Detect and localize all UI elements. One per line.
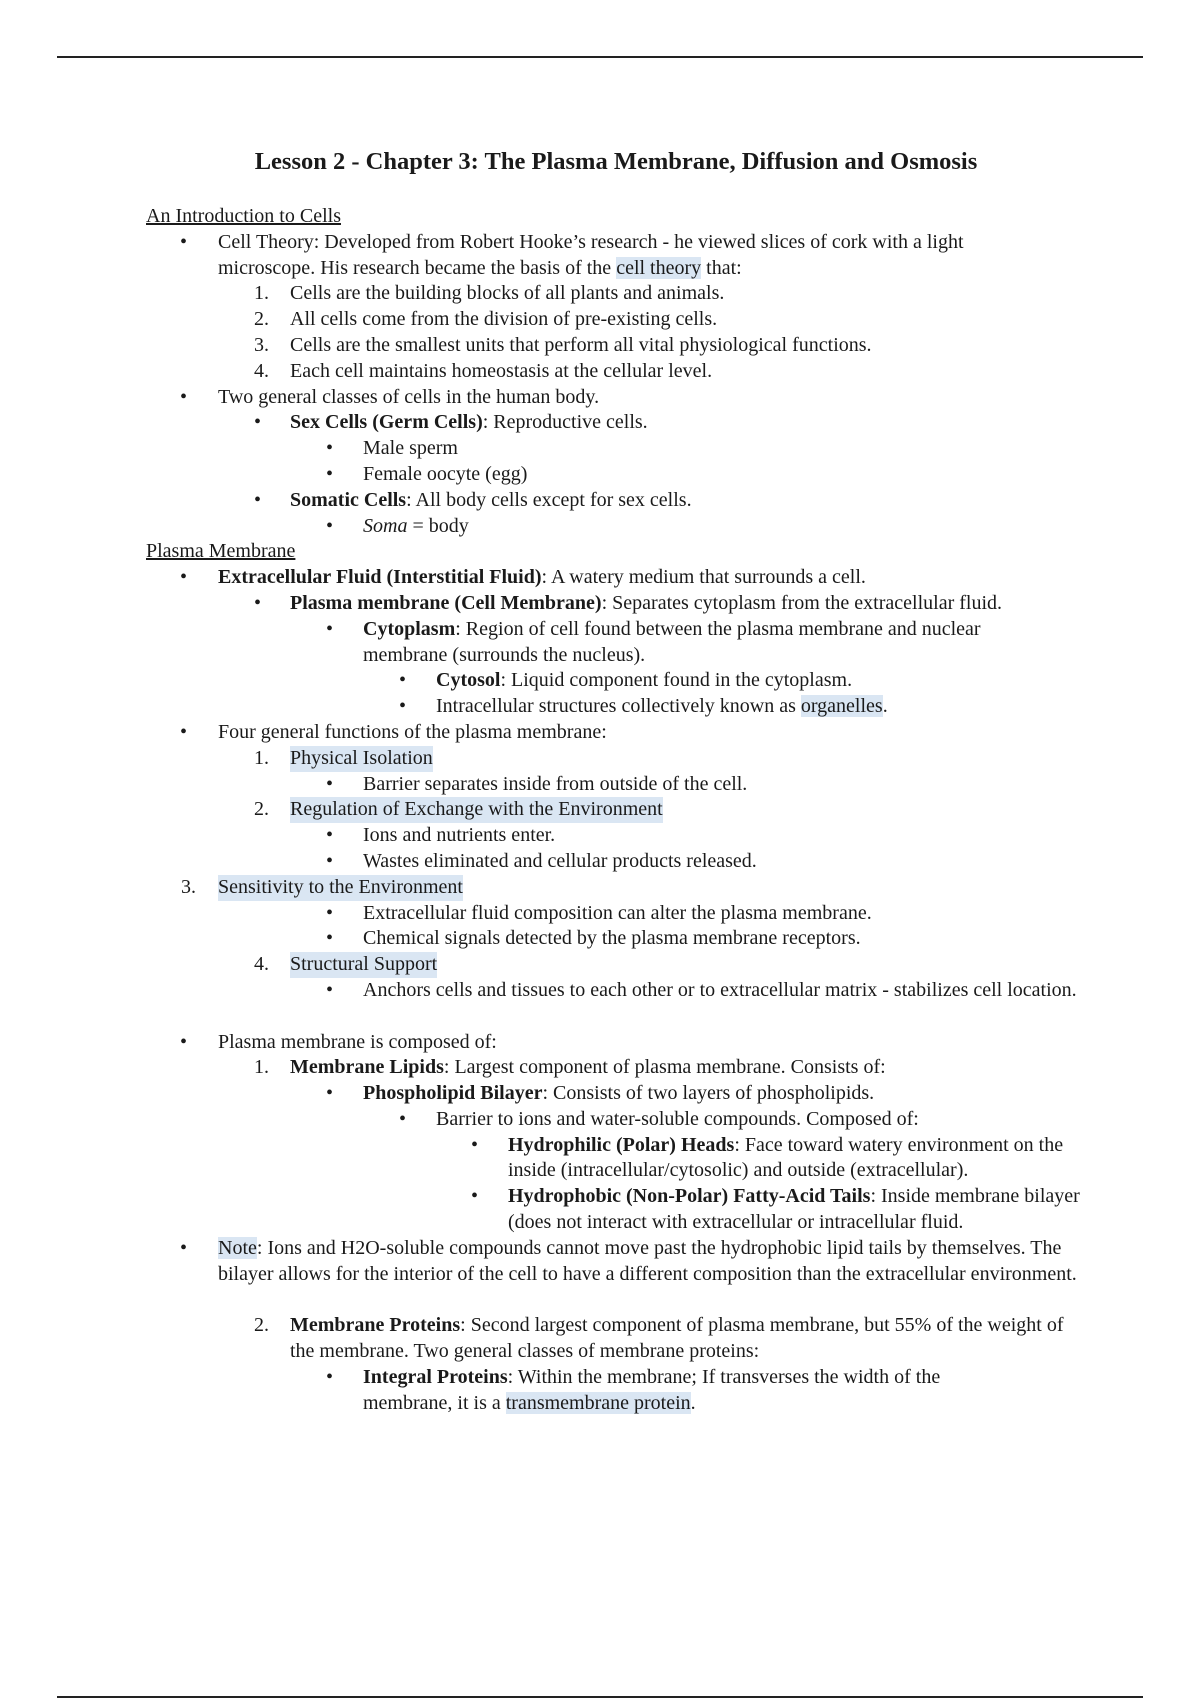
term-sex-cells: Sex Cells (Germ Cells) [290,411,483,434]
top-rule [57,56,1143,58]
highlight-transmembrane: transmembrane protein [505,1391,691,1414]
number-marker: 1. [254,746,269,769]
def-membrane-proteins: : Second largest component of plasma membrane, but 55% of the weight of the membrane. Two general classes of membrane proteins: [290,1314,1064,1363]
sex-cells-item [0,410,1200,436]
bullet: • [254,411,262,434]
classes-text: Two general classes of cells in the human body. [218,385,600,408]
bullet: • [326,514,334,537]
sex-cell-text: Female oocyte (egg) [363,462,528,485]
cell-theory-tail: that: [701,256,742,279]
document-body [0,204,1200,1416]
soma-item [0,514,1200,540]
tails-item [0,1184,1200,1236]
bullet: • [326,927,334,950]
functions-intro-text: Four general functions of the plasma membrane: [218,720,607,743]
function-detail-text: Ions and nutrients enter. [363,824,556,847]
bullet: • [254,488,262,511]
term-cytoplasm: Cytoplasm [363,617,456,640]
function-4 [0,952,1200,978]
bottom-rule [57,1696,1143,1698]
bilayer-item [0,1081,1200,1107]
def-cytoplasm: : Region of cell found between the plasma membrane and nuclear membrane (surrounds the nucleus). [363,617,981,666]
bullet: • [399,669,407,692]
sex-cell-text: Male sperm [363,437,458,460]
highlight-sensitivity: Sensitivity to the Environment [218,875,463,901]
ecf-item [0,565,1200,591]
term-membrane-proteins: Membrane Proteins [290,1314,461,1337]
plasma-membrane-item [0,591,1200,617]
def-soma: = body [407,514,469,537]
somatic-cells-item [0,488,1200,514]
function-detail-text: Wastes eliminated and cellular products released. [363,849,757,872]
organelles-item [0,694,1200,720]
def-sex-cells: : Reproductive cells. [482,411,648,434]
def-phospholipid-bilayer: : Consists of two layers of phospholipids. [542,1082,875,1105]
function-2 [0,797,1200,823]
term-plasma-membrane: Plasma membrane (Cell Membrane) [290,591,602,614]
number-marker: 1. [254,1056,269,1079]
highlight-regulation: Regulation of Exchange with the Environment [290,797,663,823]
sex-cell-type [0,436,1200,462]
cytosol-item [0,668,1200,694]
bullet: • [180,385,188,408]
number-marker: 2. [254,798,269,821]
function-4-detail [0,978,1200,1030]
def-integral-proteins: : Within the membrane; If transverses the width of the membrane, it is a [363,1365,941,1414]
barrier-item [0,1107,1200,1133]
bullet: • [326,978,334,1001]
bullet: • [326,617,334,640]
highlight-cell-theory: cell theory [616,256,702,279]
theory-point-text: Each cell maintains homeostasis at the cellular level. [290,359,713,382]
theory-point-text: Cells are the smallest units that perform all vital physiological functions. [290,333,872,356]
term-somatic-cells: Somatic Cells [290,488,407,511]
composed-item [0,1030,1200,1056]
function-2-detail [0,849,1200,875]
integral-tail: . [690,1391,696,1414]
bullet: • [326,437,334,460]
def-somatic-cells: : All body cells except for sex cells. [406,488,692,511]
bullet: • [399,695,407,718]
bullet: • [399,1107,407,1130]
theory-point [0,281,1200,307]
section-intro [0,204,1200,230]
bullet: • [326,901,334,924]
sex-cell-type [0,462,1200,488]
proteins-item [0,1313,1200,1365]
theory-point [0,359,1200,385]
def-hydrophobic-tails: : Inside membrane bilayer (does not interact with extracellular or intracellular fluid. [508,1185,1080,1234]
function-1-detail [0,772,1200,798]
bullet: • [471,1133,479,1156]
bullet: • [180,230,188,253]
composed-text: Plasma membrane is composed of: [218,1030,497,1053]
term-integral-proteins: Integral Proteins [363,1365,508,1388]
bullet: • [471,1185,479,1208]
note-item [0,1236,1200,1313]
note-text: : Ions and H2O-soluble compounds cannot move past the hydrophobic lipid tails by themselves. The bilayer allows for the interior of the cell to have a different composition than the extracellular environment. [218,1236,1077,1285]
function-3 [0,875,1200,901]
number-marker: 4. [254,359,269,382]
theory-point-text: All cells come from the division of pre-existing cells. [290,308,718,331]
heads-item [0,1133,1200,1185]
term-hydrophilic-heads: Hydrophilic (Polar) Heads [508,1133,735,1156]
function-detail-text: Anchors cells and tissues to each other or to extracellular matrix - stabilizes cell location. [363,978,1077,1001]
term-ecf: Extracellular Fluid (Interstitial Fluid) [218,566,542,589]
highlight-structural-support: Structural Support [290,952,437,978]
highlight-physical-isolation: Physical Isolation [290,746,433,772]
def-ecf: : A watery medium that surrounds a cell. [541,566,866,589]
function-2-detail [0,823,1200,849]
number-marker: 2. [254,1314,269,1337]
number-marker: 2. [254,308,269,331]
page-title: Lesson 2 - Chapter 3: The Plasma Membrane, Diffusion and Osmosis [254,148,978,175]
function-detail-text: Barrier separates inside from outside of the cell. [363,772,748,795]
bullet: • [326,824,334,847]
def-cytosol: : Liquid component found in the cytoplasm. [500,669,853,692]
function-detail-text: Extracellular fluid composition can alter the plasma membrane. [363,901,872,924]
bullet: • [180,1236,188,1259]
bullet: • [326,1365,334,1388]
term-phospholipid-bilayer: Phospholipid Bilayer [363,1082,543,1105]
organelles-tail: . [882,695,888,718]
highlight-note: Note [218,1236,257,1259]
functions-item [0,720,1200,746]
function-detail-text: Chemical signals detected by the plasma membrane receptors. [363,927,861,950]
organelles-text: Intracellular structures collectively known as [436,695,801,718]
number-marker: 4. [254,953,269,976]
cell-theory-text: Cell Theory: Developed from Robert Hooke’s research - he viewed slices of cork with a light microscope. His research became the basis of the [218,230,964,279]
function-1 [0,746,1200,772]
theory-point [0,333,1200,359]
bullet: • [254,591,262,614]
classes-item [0,385,1200,411]
barrier-text: Barrier to ions and water-soluble compounds. Composed of: [436,1107,919,1130]
term-soma: Soma [363,514,408,537]
section-membrane [0,539,1200,565]
cytoplasm-item [0,617,1200,669]
section-heading-membrane: Plasma Membrane [146,540,296,563]
section-heading-intro: An Introduction to Cells [146,205,341,227]
function-3-detail [0,901,1200,927]
def-hydrophilic-heads: : Face toward watery environment on the inside (intracellular/cytosolic) and outside (extracellular). [508,1133,1064,1182]
bullet: • [180,1030,188,1053]
def-plasma-membrane: : Separates cytoplasm from the extracellular fluid. [601,591,1003,614]
function-3-detail [0,926,1200,952]
bullet: • [180,720,188,743]
def-membrane-lipids: : Largest component of plasma membrane. Consists of: [443,1056,886,1079]
term-hydrophobic-tails: Hydrophobic (Non-Polar) Fatty-Acid Tails [508,1185,871,1208]
bullet: • [180,566,188,589]
theory-point-text: Cells are the building blocks of all plants and animals. [290,282,725,305]
bullet: • [326,772,334,795]
bullet: • [326,1082,334,1105]
theory-point [0,307,1200,333]
term-membrane-lipids: Membrane Lipids [290,1056,444,1079]
bullet: • [326,462,334,485]
lipids-item [0,1055,1200,1081]
bullet: • [326,849,334,872]
cell-theory-item [0,230,1200,282]
highlight-organelles: organelles [800,695,883,718]
term-cytosol: Cytosol [436,669,501,692]
number-marker: 1. [254,282,269,305]
integral-item [0,1365,1200,1417]
number-marker: 3. [181,875,196,898]
number-marker: 3. [254,333,269,356]
